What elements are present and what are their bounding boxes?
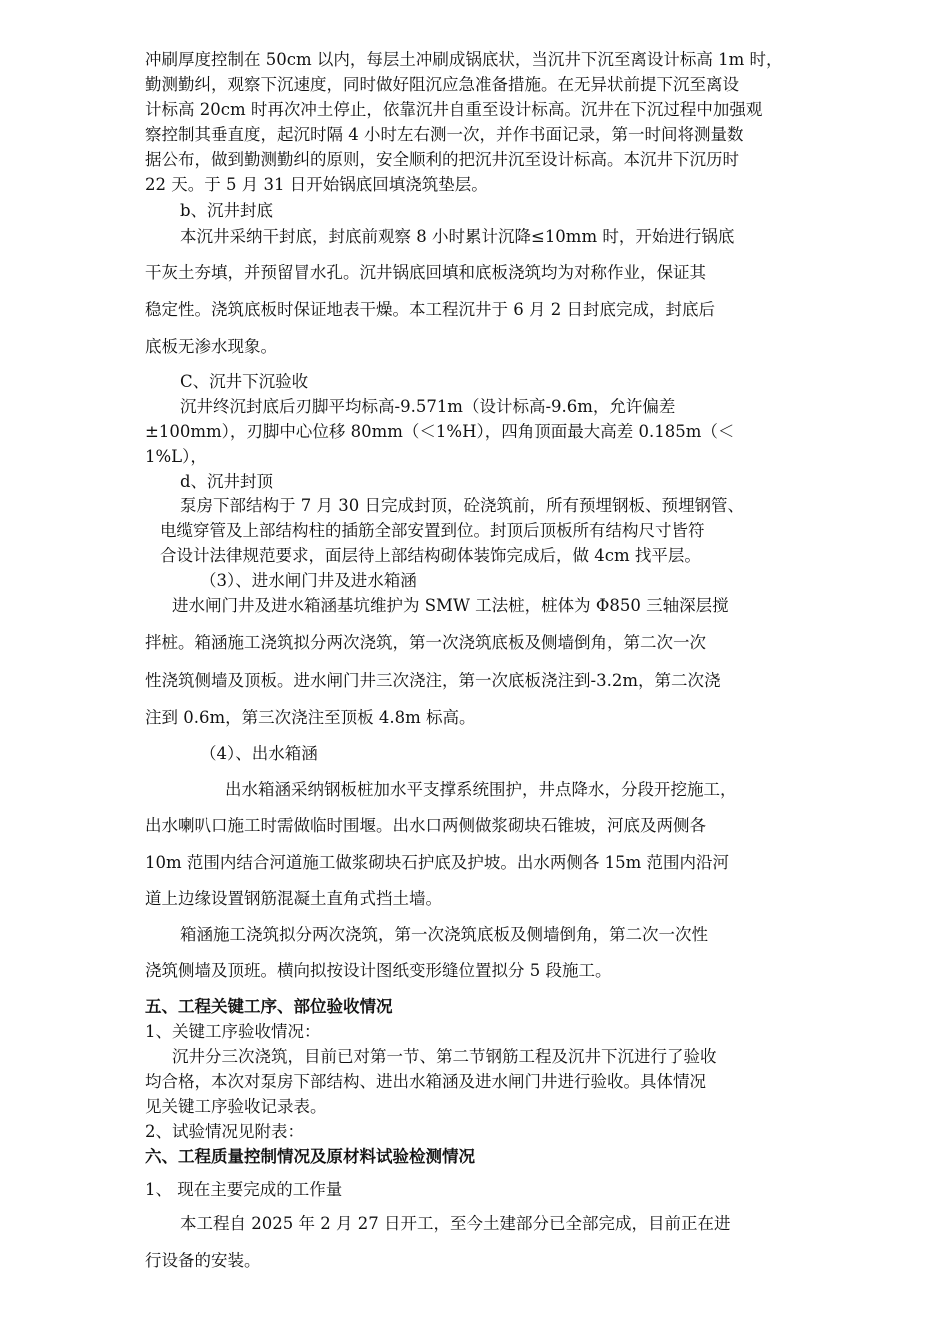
subsection-heading: d、沉井封顶: [180, 472, 274, 491]
text-line: 底板无渗水现象。: [145, 337, 277, 356]
text-line: 1、 现在主要完成的工作量: [145, 1180, 343, 1199]
text-line: 沉井终沉封底后刃脚平均标高-9.571m（设计标高-9.6m，允许偏差: [180, 397, 676, 416]
text-line: 10m 范围内结合河道施工做浆砌块石护底及护坡。出水两侧各 15m 范围内沿河: [145, 853, 730, 872]
text-line: ±100mm），刃脚中心位移 80mm（＜1%H），四角顶面最大高差 0.185m（＜: [145, 422, 735, 441]
text-line: 性浇筑侧墙及顶板。进水闸门井三次浇注，第一次底板浇注到-3.2m，第二次浇: [145, 671, 721, 690]
text-line: 注到 0.6m，第三次浇注至顶板 4.8m 标高。: [145, 708, 476, 727]
text-line: 本沉井采纳干封底，封底前观察 8 小时累计沉降≤10mm 时，开始进行锅底: [180, 227, 735, 246]
text-line: 据公布，做到勤测勤纠的原则，安全顺利的把沉井沉至设计标高。本沉井下沉历时: [145, 150, 739, 169]
text-line: 拌桩。箱涵施工浇筑拟分两次浇筑，第一次浇筑底板及侧墙倒角，第二次一次: [145, 633, 706, 652]
text-line: 察控制其垂直度，起沉时隔 4 小时左右测一次，并作书面记录，第一时间将测量数: [145, 125, 744, 144]
text-line: 出水喇叭口施工时需做临时围堰。出水口两侧做浆砌块石锥坡，河底及两侧各: [145, 816, 706, 835]
text-line: 冲刷厚度控制在 50cm 以内，每层土冲刷成锅底状，当沉井下沉至离设计标高 1m 时，: [145, 50, 783, 69]
text-line: 1、关键工序验收情况：: [145, 1022, 321, 1041]
subsection-heading: （4）、出水箱涵: [200, 744, 318, 763]
text-line: 进水闸门井及进水箱涵基坑维护为 SMW 工法桩，桩体为 Φ850 三轴深层搅: [172, 596, 729, 615]
text-line: 稳定性。浇筑底板时保证地表干燥。本工程沉井于 6 月 2 日封底完成，封底后: [145, 300, 715, 319]
text-line: 干灰土夯填，并预留冒水孔。沉井锅底回填和底板浇筑均为对称作业，保证其: [145, 263, 706, 282]
section-heading: 六、工程质量控制情况及原材料试验检测情况: [145, 1147, 475, 1166]
text-line: 本工程自 2025 年 2 月 27 日开工，至今土建部分已全部完成，目前正在进: [180, 1214, 731, 1233]
text-line: 电缆穿管及上部结构柱的插筋全部安置到位。封顶后顶板所有结构尺寸皆符: [160, 521, 705, 540]
text-line: 见关键工序验收记录表。: [145, 1097, 327, 1116]
text-line: 行设备的安装。: [145, 1251, 261, 1270]
subsection-heading: （3）、进水闸门井及进水箱涵: [200, 571, 417, 590]
text-line: 沉井分三次浇筑，目前已对第一节、第二节钢筋工程及沉井下沉进行了验收: [172, 1047, 717, 1066]
text-line: 均合格，本次对泵房下部结构、进出水箱涵及进水闸门井进行验收。具体情况: [145, 1072, 706, 1091]
text-line: 计标高 20cm 时再次冲土停止，依靠沉井自重至设计标高。沉井在下沉过程中加强观: [145, 100, 763, 119]
text-line: 勤测勤纠，观察下沉速度，同时做好阻沉应急准备措施。在无异状前提下沉至离设: [145, 75, 739, 94]
text-line: 浇筑侧墙及顶班。横向拟按设计图纸变形缝位置拟分 5 段施工。: [145, 961, 612, 980]
text-line: 道上边缘设置钢筋混凝土直角式挡土墙。: [145, 889, 442, 908]
subsection-heading: b、沉井封底: [180, 201, 274, 220]
text-line: 泵房下部结构于 7 月 30 日完成封顶，砼浇筑前，所有预埋钢板、预埋钢管、: [180, 496, 744, 515]
text-line: 出水箱涵采纳钢板桩加水平支撑系统围护，井点降水，分段开挖施工，: [225, 780, 737, 799]
text-line: 合设计法律规范要求，面层待上部结构砌体装饰完成后，做 4cm 找平层。: [160, 546, 701, 565]
section-heading: 五、工程关键工序、部位验收情况: [145, 997, 393, 1016]
text-line: 2、试验情况见附表：: [145, 1122, 304, 1141]
text-line: 箱涵施工浇筑拟分两次浇筑，第一次浇筑底板及侧墙倒角，第二次一次性: [180, 925, 708, 944]
subsection-heading: C、沉井下沉验收: [180, 372, 309, 391]
text-line: 22 天。于 5 月 31 日开始锅底回填浇筑垫层。: [145, 175, 488, 194]
text-line: 1%L），: [145, 447, 207, 466]
